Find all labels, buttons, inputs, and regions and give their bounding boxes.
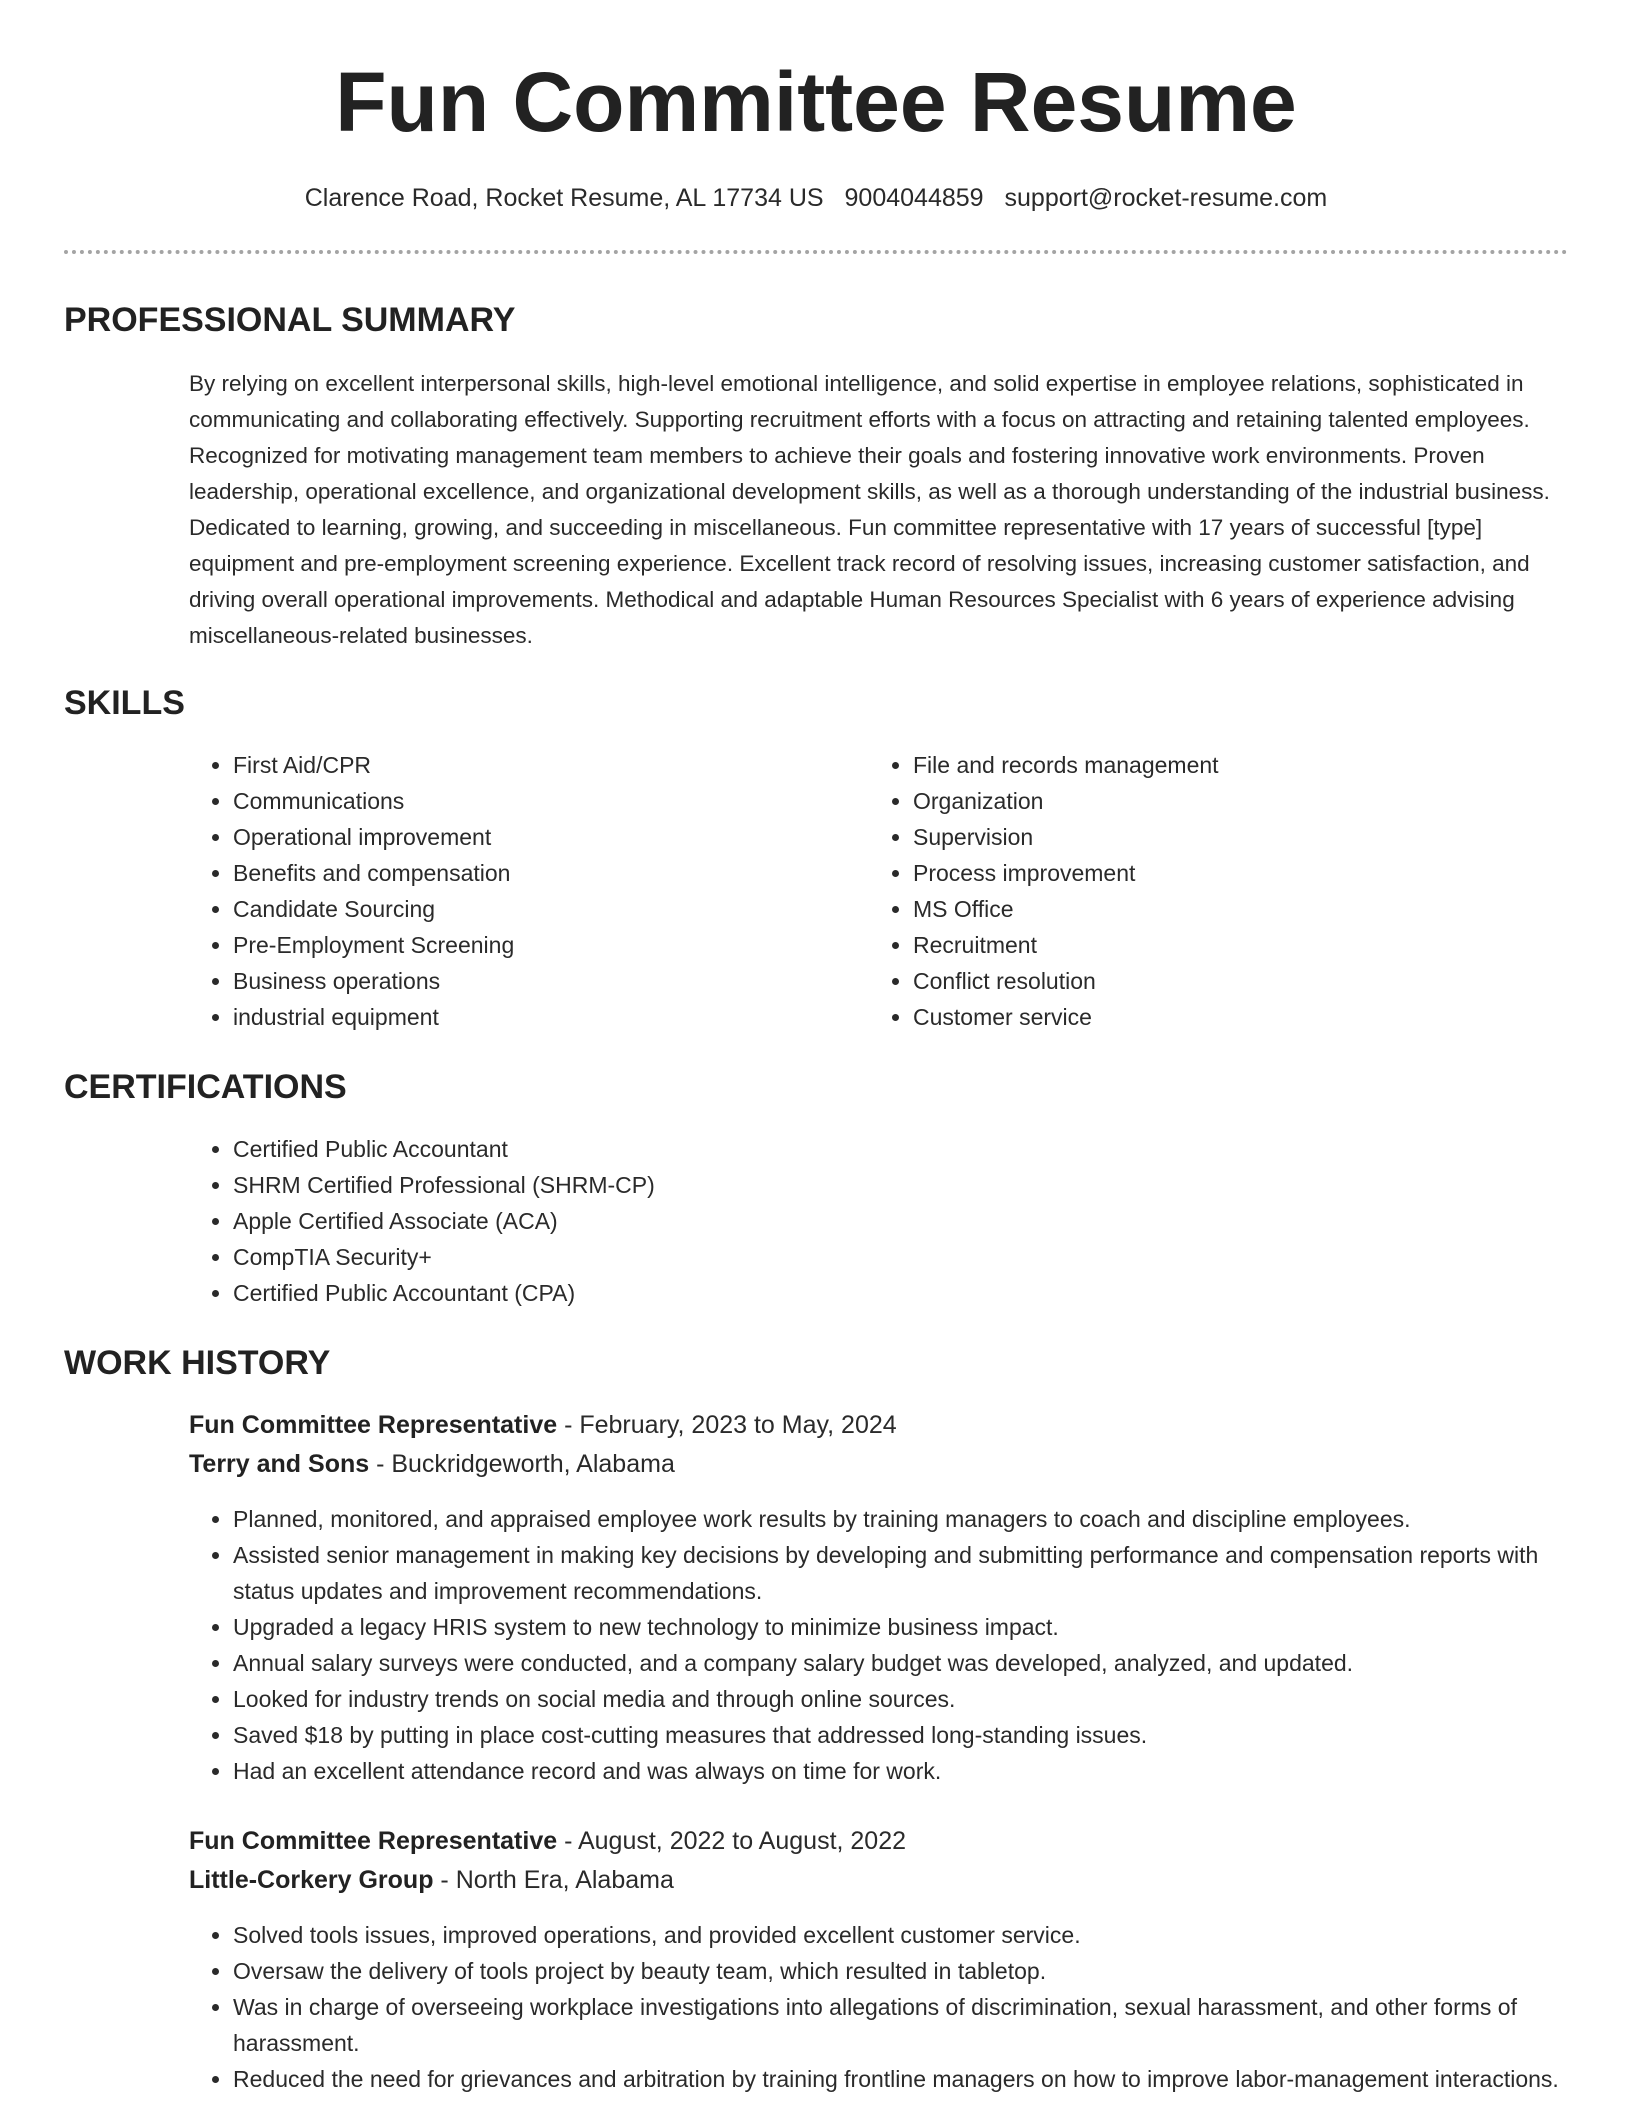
job-location: - North Era, Alabama: [433, 1866, 674, 1894]
job-title: Fun Committee Representative: [189, 1411, 558, 1439]
contact-email: support@rocket-resume.com: [1004, 184, 1328, 212]
work-history-heading: WORK HISTORY: [64, 1344, 331, 1382]
skills-heading: SKILLS: [64, 684, 185, 722]
job-bullets: [189, 1501, 1603, 1789]
job-dates: - August, 2022 to August, 2022: [557, 1827, 907, 1855]
skill-item: • Recruitment: [913, 927, 1533, 963]
skill-item: • Pre-Employment Screening: [233, 927, 853, 963]
skill-item: • First Aid/CPR: [233, 747, 853, 783]
skill-item: • Organization: [913, 783, 1533, 819]
summary-heading: PROFESSIONAL SUMMARY: [64, 301, 516, 339]
contact-phone: 9004044859: [844, 184, 984, 212]
skill-item: • Supervision: [913, 819, 1533, 855]
job-bullet: • Saved $18 by putting in place cost-cutting measures that addressed long-standing issues.: [233, 1717, 1603, 1753]
job-bullet: • Planned, monitored, and appraised employee work results by training managers to coach and discipline employees.: [233, 1501, 1603, 1537]
job-bullet: • Reduced the need for grievances and arbitration by training frontline managers on how to improve labor-management interactions.: [233, 2061, 1603, 2097]
skill-item: • Customer service: [913, 999, 1533, 1035]
certifications-heading: CERTIFICATIONS: [64, 1068, 347, 1106]
skill-item: • Process improvement: [913, 855, 1533, 891]
certification-item: • CompTIA Security+: [233, 1239, 1533, 1275]
skill-item: • File and records management: [913, 747, 1533, 783]
job-dates: - February, 2023 to May, 2024: [557, 1411, 897, 1439]
job-location: - Buckridgeworth, Alabama: [369, 1450, 675, 1478]
job-bullet: • Annual salary surveys were conducted, and a company salary budget was developed, analyzed, and updated.: [233, 1645, 1603, 1681]
job-company-line: [189, 1445, 675, 1483]
job-company: Little-Corkery Group: [189, 1866, 434, 1894]
certification-item: • SHRM Certified Professional (SHRM-CP): [233, 1167, 1533, 1203]
job-bullets: [189, 1917, 1603, 2097]
skill-item: • Conflict resolution: [913, 963, 1533, 999]
resume-title: Fun Committee Resume: [335, 55, 1297, 149]
summary-text: By relying on excellent interpersonal skills, high-level emotional intelligence, and solid expertise in employee relations, sophisticated in communicating and collaborating effectively. Supporting recruitment efforts with a focus on attracting and retaining talented employees. Recognized for motivating management team members to achieve their goals and fostering innovative work environments. Proven leadership, operational excellence, and organizational development skills, as well as a thorough understanding of the industrial business. Dedicated to learning, growing, and succeeding in miscellaneous. Fun committee representative with 17 years of successful [type] equipment and pre-employment screening experience. Excellent track record of resolving issues, increasing customer satisfaction, and driving overall operational improvements. Methodical and adaptable Human Resources Specialist with 6 years of experience advising miscellaneous-related businesses.: [189, 371, 1550, 648]
job-bullet: • Had an excellent attendance record and was always on time for work.: [233, 1753, 1603, 1789]
job-company-line: [189, 1861, 674, 1899]
job-bullet: • Was in charge of overseeing workplace investigations into allegations of discrimination, sexual harassment, and other forms of harassment.: [233, 1989, 1603, 2061]
header-divider: [64, 250, 1568, 254]
job-bullet: • Oversaw the delivery of tools project by beauty team, which resulted in tabletop.: [233, 1953, 1603, 1989]
job-bullet: • Upgraded a legacy HRIS system to new technology to minimize business impact.: [233, 1609, 1603, 1645]
job-title: Fun Committee Representative: [189, 1827, 558, 1855]
job-title-line: [189, 1822, 906, 1860]
skill-item: • Business operations: [233, 963, 853, 999]
skill-item: • Communications: [233, 783, 853, 819]
job-bullet: • Solved tools issues, improved operations, and provided excellent customer service.: [233, 1917, 1603, 1953]
contact-line: [0, 180, 1632, 216]
skill-item: • Candidate Sourcing: [233, 891, 853, 927]
skills-list-right: [869, 747, 1533, 1035]
certification-item: • Apple Certified Associate (ACA): [233, 1203, 1533, 1239]
skill-item: • Operational improvement: [233, 819, 853, 855]
job-title-line: [189, 1406, 897, 1444]
job-bullet: • Looked for industry trends on social media and through online sources.: [233, 1681, 1603, 1717]
skill-item: • MS Office: [913, 891, 1533, 927]
job-company: Terry and Sons: [189, 1450, 370, 1478]
skills-list-left: [189, 747, 853, 1035]
job-bullet: • Assisted senior management in making key decisions by developing and submitting performance and compensation reports with status updates and improvement recommendations.: [233, 1537, 1603, 1609]
certification-item: • Certified Public Accountant (CPA): [233, 1275, 1533, 1311]
skill-item: • industrial equipment: [233, 999, 853, 1035]
skill-item: • Benefits and compensation: [233, 855, 853, 891]
certification-item: • Certified Public Accountant: [233, 1131, 1533, 1167]
contact-address: Clarence Road, Rocket Resume, AL 17734 US: [304, 184, 824, 212]
certifications-list: [189, 1131, 1533, 1311]
